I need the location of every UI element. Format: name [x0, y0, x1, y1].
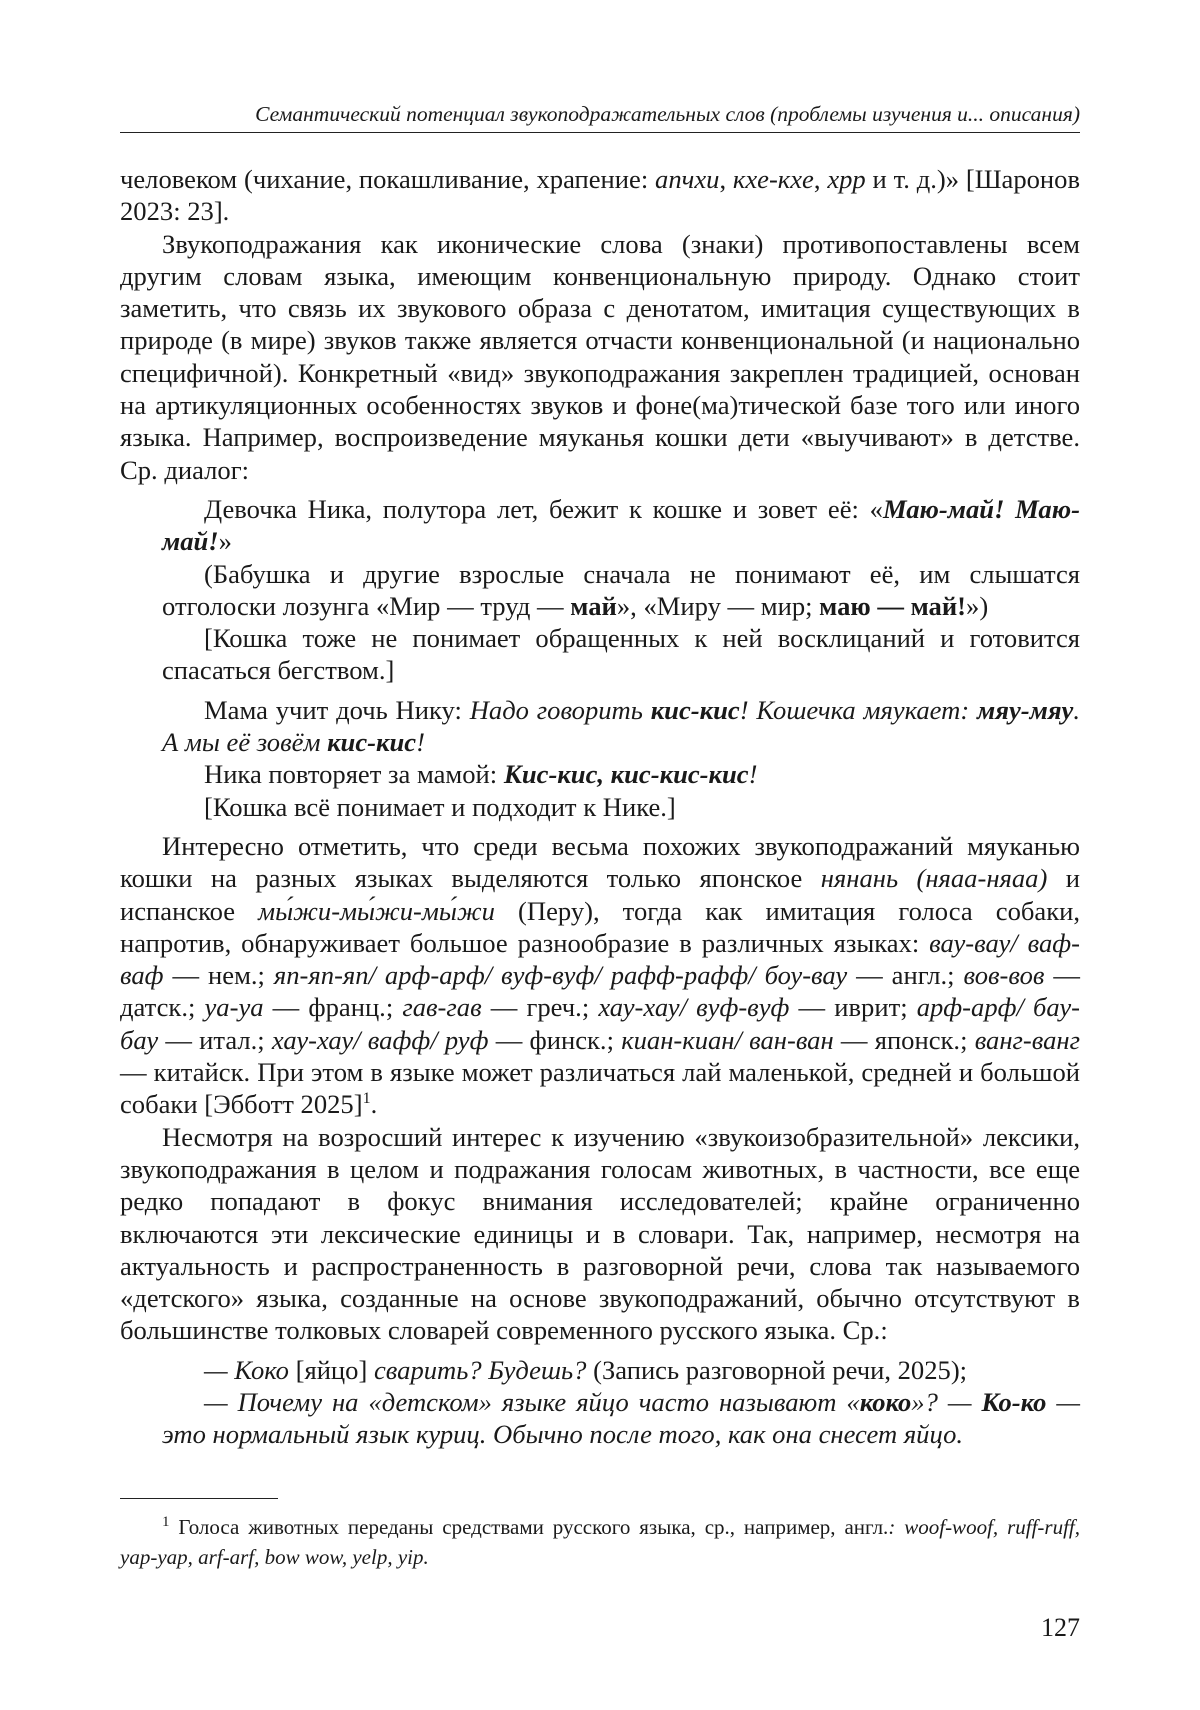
header-rule — [120, 132, 1080, 133]
footnote-mark: 1 — [162, 1514, 170, 1530]
paragraph-2: Звукоподражания как иконические слова (знаки) противопоставлены всем другим словам языка, имеющим конвенциональную природу. Однако стоит заметить, что связь их звукового образа с денотатом, имитация существующих в природе (в мире) звуков также является отчасти конвенциональной (и национально специфичной). Конкретный «вид» звукоподражания закреплен традицией, основан на артикуляционных особенностях звуков и фоне(ма)тической базе того или иного языка. Например, воспроизведение мяуканья кошки дети «выучивают» в детстве. Ср. диалог: — [120, 228, 1080, 485]
dialogue-line: Девочка Ника, полутора лет, бежит к кошке и зовет её: «Маю-май! Маю-май!» — [162, 493, 1080, 557]
dialogue-line: Мама учит дочь Нику: Надо говорить кис-кис! Кошечка мяукает: мяу-мяу. А мы её зовём кис-кис! — [162, 694, 1080, 758]
page-body — [120, 163, 1080, 1451]
paragraph-4: Несмотря на возросший интерес к изучению «звукоизобразительной» лексики, звукоподражания в целом и подражания голосам животных, в частности, все еще редко попадают в фокус внимания исследователей; крайне ограниченно включаются эти лексические единицы и в словари. Так, например, несмотря на актуальность и распространенность в разговорной речи, слова так называемого «детского» языка, созданные на основе звукоподражаний, обычно отсутствуют в большинстве толковых словарей современного русского языка. Ср.: — [120, 1121, 1080, 1346]
dialogue-3 — [162, 1354, 1080, 1451]
dialogue-line: [Кошка всё понимает и подходит к Нике.] — [204, 791, 676, 822]
dialogue-line: — Почему на «детском» языке яйцо часто называют «коко»? — Ко-ко — это нормальный язык куриц. Обычно после того, как она снесет яйцо. — [162, 1386, 1080, 1450]
running-header: Семантический потенциал звукоподражательных слов (проблемы изучения и... описания) — [255, 102, 1080, 126]
paragraph-3: Интересно отметить, что среди весьма похожих звукоподражаний мяуканью кошки на разных языках выделяются только японское нянань (няаа-няаа) и испанское мы́жи-мы́жи-мы́жи (Перу), тогда как имитация голоса собаки, напротив, обнаруживает большое разнообразие в различных языках: вау-вау/ ваф-ваф — нем.; яп-яп-яп/ арф-арф/ вуф-вуф/ рафф-рафф/ боу-вау — англ.; вов-вов — датск.; уа-уа — франц.; гав-гав — греч.; хау-хау/ вуф-вуф — иврит; арф-арф/ бау-бау — итал.; хау-хау/ вафф/ руф — финск.; киан-киан/ ван-ван — японск.; ванг-ванг — китайск. При этом в языке может различаться лай маленькой, средней и большой собаки [Эбботт 2025]$^1$. — [120, 830, 1080, 1120]
dialogue-1 — [162, 493, 1080, 687]
dialogue-line: Ника повторяет за мамой: Кис-кис, кис-кис-кис! — [204, 759, 758, 790]
dialogue-line: (Бабушка и другие взрослые сначала не понимают её, им слышатся отголоски лозунга «Мир — труд — май», «Миру — мир; маю — май!») — [162, 558, 1080, 621]
dialogue-2 — [162, 694, 1080, 823]
footnote-reference[interactable]: 1 — [362, 1090, 371, 1108]
dialogue-line: — Коко [яйцо] сварить? Будешь? (Запись разговорной речи, 2025); — [204, 1354, 968, 1385]
page-number: 127 — [1041, 1613, 1080, 1642]
footnote-rule — [120, 1498, 278, 1499]
footnote: $^1$ Голоса животных переданы средствами русского языка, ср., например, англ.: woof-woof, ruff-ruff, yap-yap, arf-arf, bow wow, yelp, yip. — [120, 1514, 1080, 1569]
dialogue-line: [Кошка тоже не понимает обращенных к ней восклицаний и готовится спасаться бегством.] — [162, 623, 1080, 686]
paragraph-1: человеком (чихание, покашливание, храпение: апчхи, кхе-кхе, хрр и т. д.)» [Шаронов 2023: 23]. — [120, 164, 1081, 227]
